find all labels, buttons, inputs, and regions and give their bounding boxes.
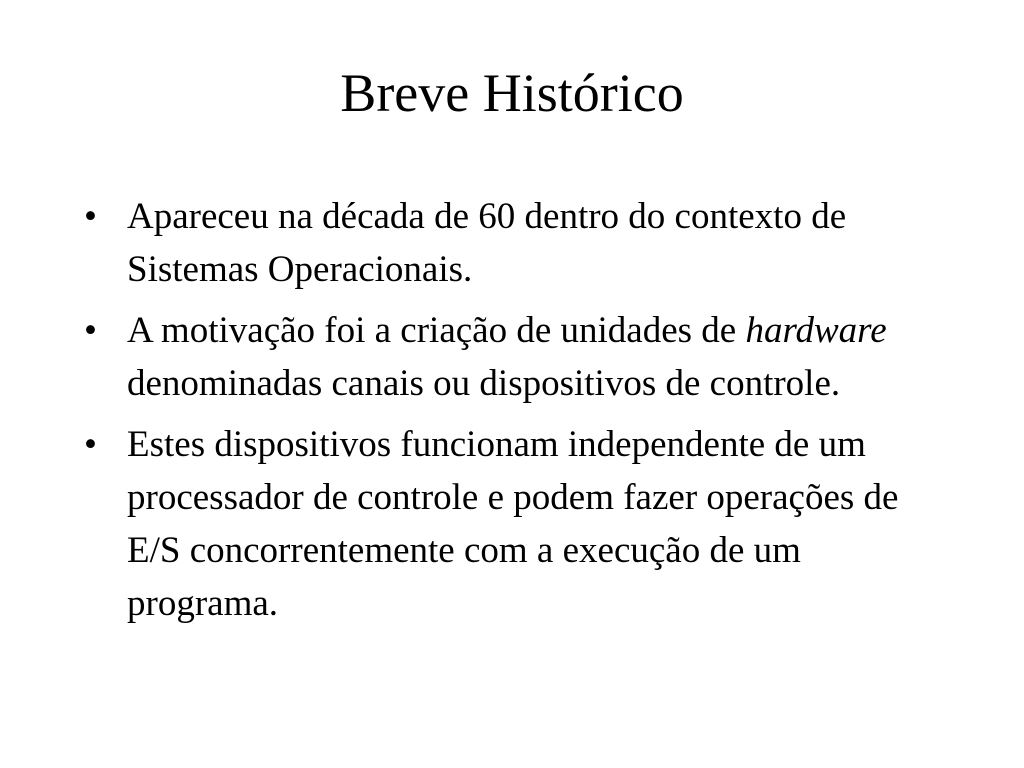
bullet-item-3 — [84, 418, 944, 630]
bullet-text — [127, 310, 887, 404]
bullet-item-2 — [84, 304, 944, 410]
bullet-text-start: A motivação foi a criação de unidades de — [127, 310, 746, 351]
bullet-text: Apareceu na década de 60 dentro do contexto de Sistemas Operacionais. — [127, 196, 847, 290]
bullet-text: Estes dispositivos funcionam independente de um processador de controle e podem fazer operações de E/S concorrentemente com a execução de um programa. — [127, 424, 899, 624]
bullet-icon: • — [84, 310, 97, 351]
bullet-item-1 — [84, 190, 944, 296]
bullet-emphasis: hardware — [745, 310, 887, 351]
bullet-icon: • — [84, 196, 97, 237]
slide-title: Breve Histórico — [340, 63, 684, 123]
bullet-list — [84, 190, 944, 638]
bullet-text-end: denominadas canais ou dispositivos de controle. — [127, 363, 841, 404]
bullet-icon: • — [84, 424, 97, 465]
